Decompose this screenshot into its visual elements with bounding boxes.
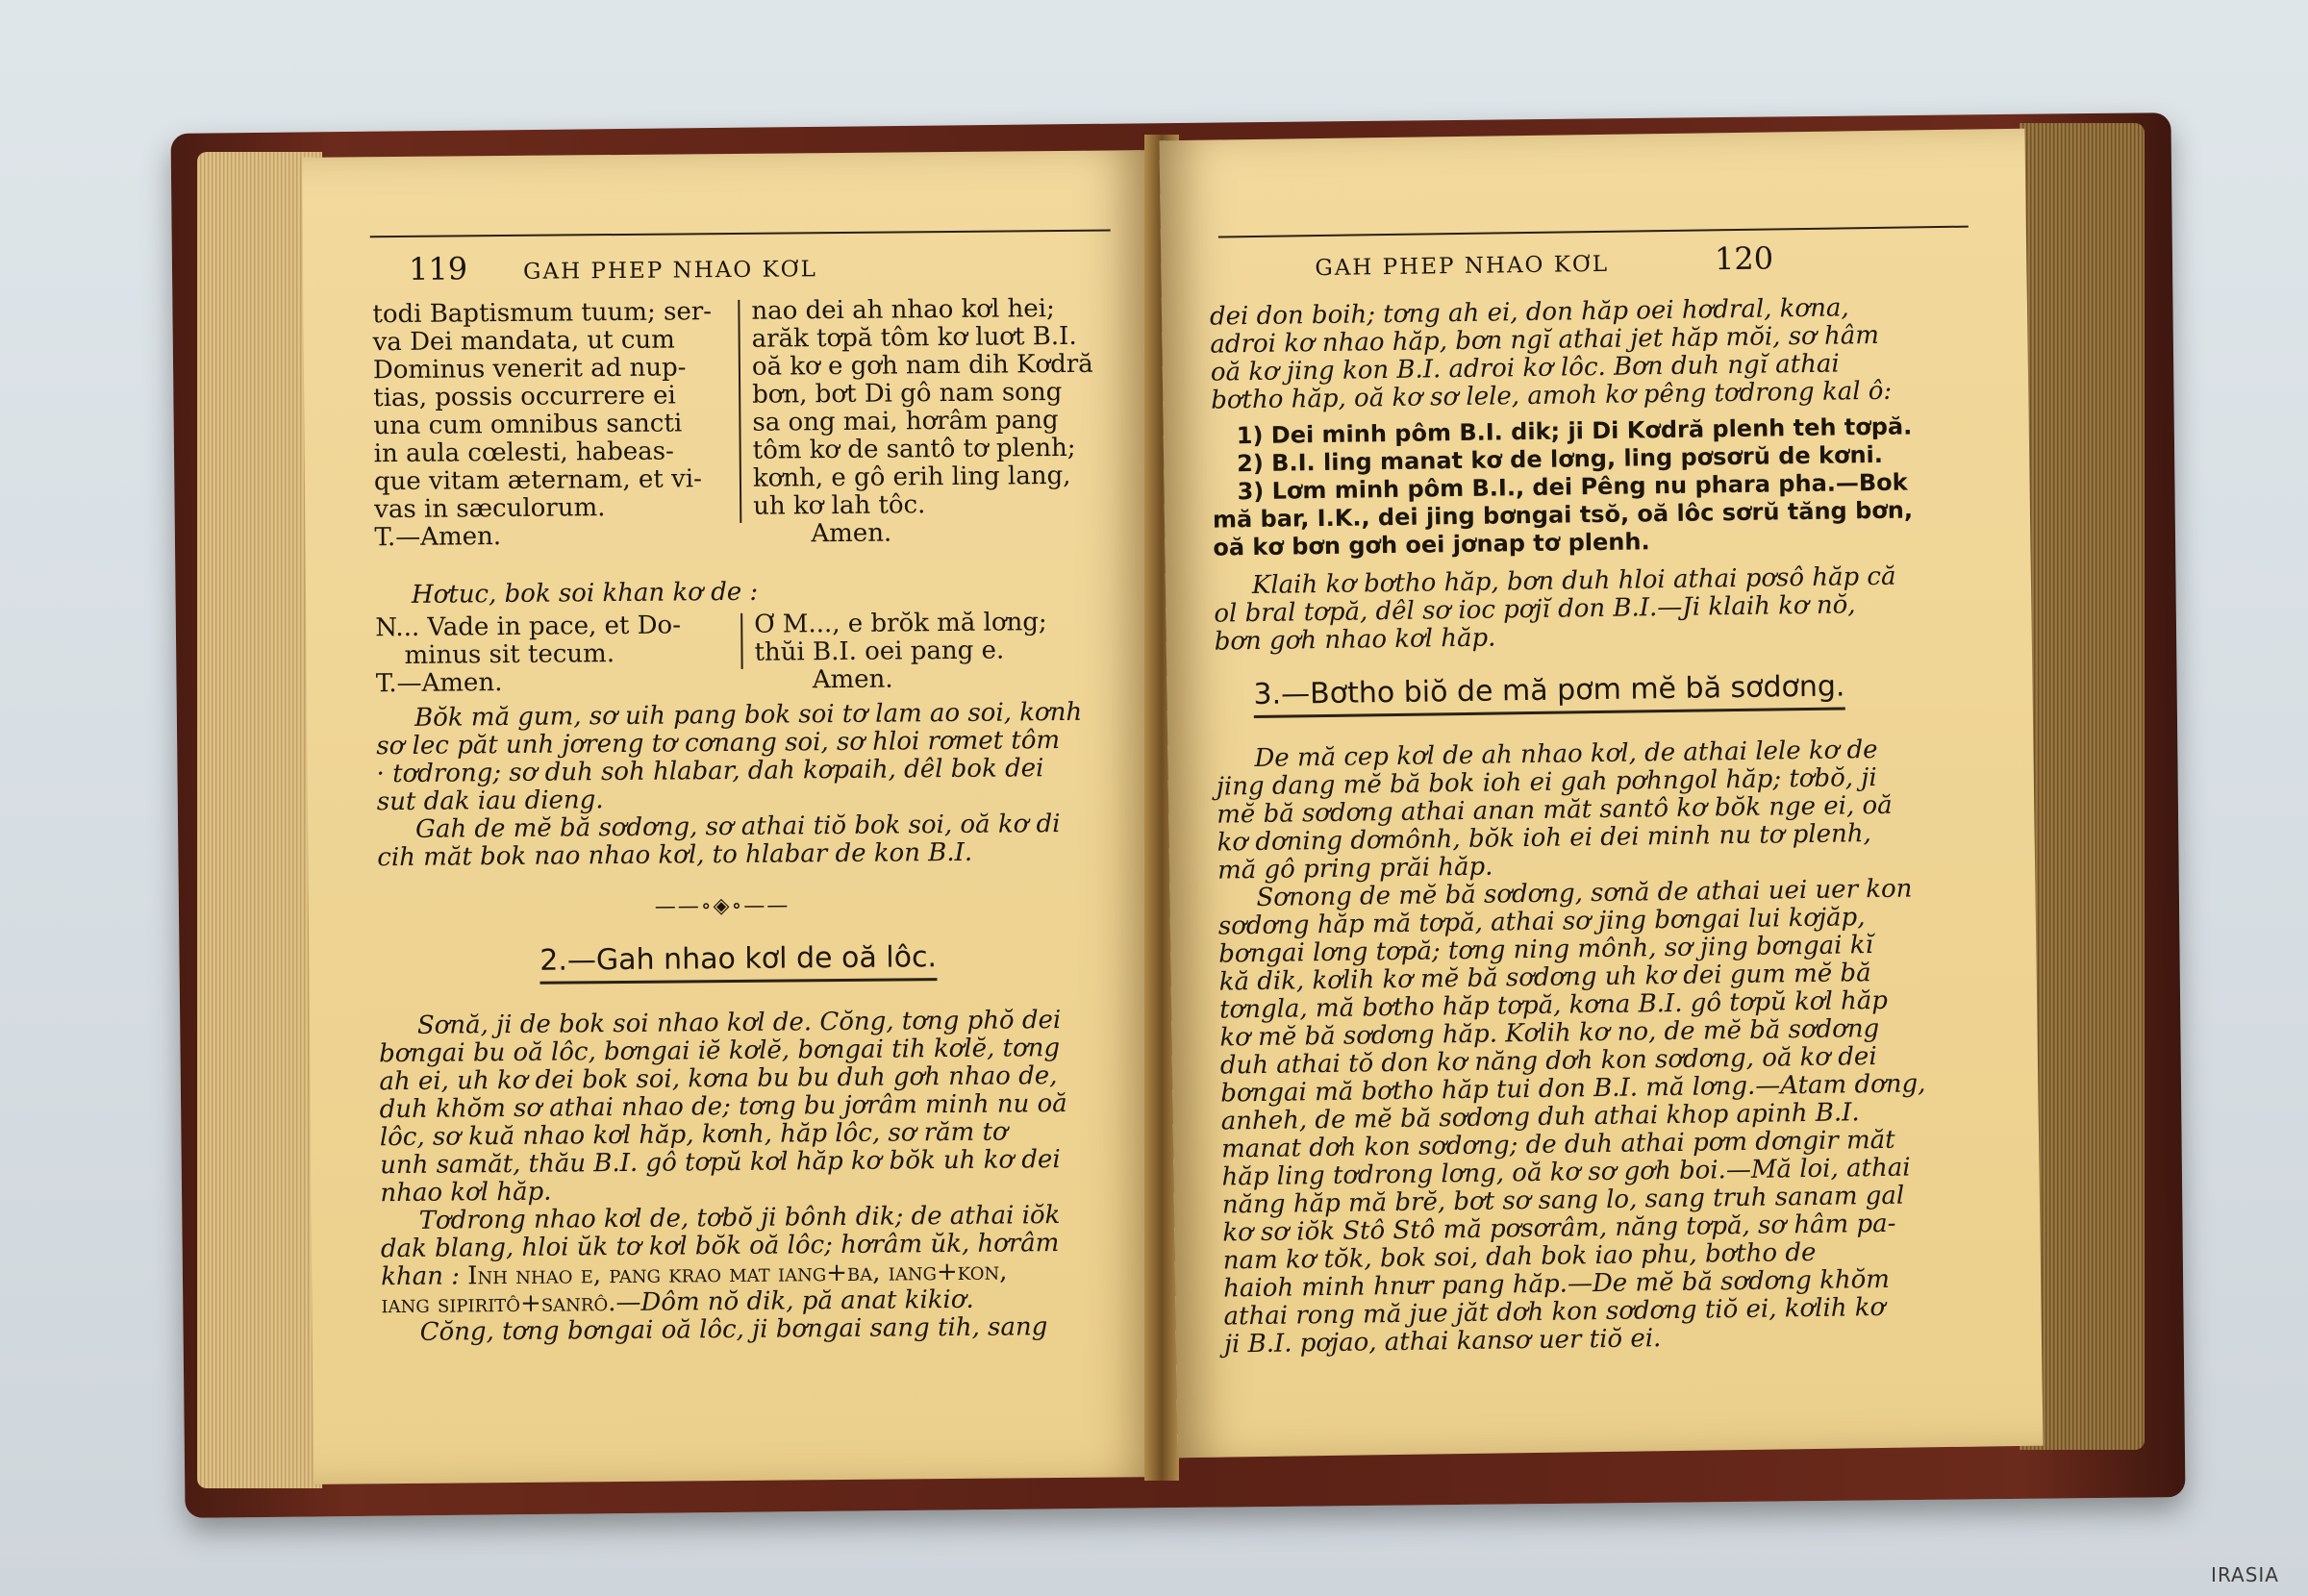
text-line: que vitam æternam, et vi- <box>373 464 702 497</box>
text-line: oă kơ e gơh nam dih Kơdră <box>751 349 1093 382</box>
text-line: Sơnă, ji de bok soi nhao kơl de. Cŏng, tơng phŏ dei <box>416 1006 1062 1040</box>
column-divider <box>738 300 741 523</box>
text-line: duh khŏm sơ athai nhao de; tơng bu jơrâm minh nu oă <box>379 1088 1067 1125</box>
text-line: bơn gơh nhao kơl hăp. <box>1214 623 1496 657</box>
text-line: kơ dơning dơmônh, bŏk ioh ei dei minh nu tơ plenh, <box>1217 819 1871 858</box>
header-rule <box>370 230 1111 238</box>
text-fragment: iang sipiritô+sanrô. <box>381 1288 616 1320</box>
list-item: 3) Lơm minh pôm B.I., dei Pêng nu phara pha.—Bok <box>1237 468 1908 506</box>
text-line: De mă cep kơl de ah nhao kơl, de athai lele kơ de <box>1254 735 1878 774</box>
paragraph <box>376 699 1084 872</box>
text-line: năng hăp mă brĕ, bơt sơ sang lo, sang truh sanam gal <box>1221 1181 1905 1220</box>
rubric: Hơtuc, bok soi khan kơ de : <box>411 577 759 610</box>
column-divider <box>740 613 743 669</box>
left-page-header <box>409 245 1101 287</box>
text-line: tias, possis occurrere ei <box>373 381 676 413</box>
text-line: hăp ling tơdrong lơng, oă kơ sơ gơh boi.—Mă loi, athai <box>1221 1153 1911 1192</box>
text-fragment: khan : <box>381 1261 461 1292</box>
text-line: vas in sæculorum. <box>374 493 606 525</box>
paragraph <box>1210 294 1893 415</box>
text-line: Bŏk mă gum, sơ uih pang bok soi tơ lam ao soi, kơnh <box>414 697 1083 733</box>
text-line: kơ sơ iŏk Stô Stô mă pơsơrâm, năng tơpă, sơ hâm pa- <box>1222 1209 1896 1248</box>
text-line: ol bral tơpă, dêl sơ ioc pơjĭ don B.I.—Ji klaih kơ nŏ, <box>1214 590 1856 629</box>
text-line: ah ei, uh kơ dei bok soi, kơna bu bu duh gơh nhao de, <box>379 1061 1058 1097</box>
vernacular-dismissal <box>754 608 1120 694</box>
text-line: duh athai tŏ don kơ năng dơh kon sơdơng, oă kơ dei <box>1219 1042 1877 1081</box>
text-line: va Dei mandata, ut cum <box>372 325 676 358</box>
text-line: oă kơ jing kon B.I. adroi kơ lôc. Bơn duh ngĭ athai <box>1210 349 1840 387</box>
text-line: bơngai lơng tơpă; tơng ning mônh, sơ jing bơngai kĭ <box>1218 931 1874 969</box>
latin-column <box>372 298 730 552</box>
running-title: GAH PHEP NHAO KƠL <box>1315 251 1610 282</box>
watermark: IRASIA <box>2211 1563 2279 1586</box>
section-title: 2.—Gah nhao kơl de oă lôc. <box>539 940 937 985</box>
text-line: tôm kơ de santô tơ plenh; <box>752 433 1076 465</box>
paragraph <box>1214 563 1897 657</box>
text-line: bơngai bu oă lôc, bơngai iĕ kơlĕ, bơngai tih kơlĕ, tơng <box>379 1034 1061 1069</box>
text-line: mĕ bă sơdơng athai anan măt santô kơ bŏk nge ei, oă <box>1217 790 1893 830</box>
text-line: cih măt bok nao nhao kơl, to hlabar de kon B.I. <box>377 837 973 873</box>
amen-response: Amen. <box>811 518 892 549</box>
text-line: N... Vade in pace, et Do- <box>375 611 682 643</box>
right-page-header <box>1315 237 1969 283</box>
text-fragment: Inh nhao e, pang krao mat iang+ba, iang+kon, <box>467 1257 1008 1291</box>
amen-response: T.—Amen. <box>374 522 502 553</box>
text-line: adroi kơ nhao hăp, bơn ngĭ athai jet hăp mŏi, sơ hâm <box>1210 320 1880 360</box>
list-item: 1) Dei minh pôm B.I. dik; ji Di Kơdră plenh teh tơpă. <box>1236 412 1913 450</box>
creed-list <box>1212 412 1915 561</box>
text-fragment: —Dôm nŏ dik, pă anat kikiơ. <box>615 1284 974 1318</box>
amen-response: T.—Amen. <box>375 668 503 699</box>
text-line: anheh, de mĕ bă sơdơng duh athai khop apinh B.I. <box>1220 1098 1860 1136</box>
text-line: Dominus venerit ad nup- <box>372 353 687 386</box>
text-line: lôc, sơ kuă nhao kơl hăp, kơnh, hăp lôc, sơ răm tơ <box>379 1117 1008 1153</box>
page-number: 120 <box>1714 239 1774 278</box>
text-line: athai rong mă jue jăt dơh kon sơdơng tiŏ ei, kơlih kơ <box>1223 1292 1886 1332</box>
paragraph <box>379 1007 1069 1347</box>
latin-dismissal <box>375 611 732 698</box>
text-line: Tơdrong nhao kơl de, tơbŏ ji bônh dik; de athai iŏk <box>418 1201 1061 1235</box>
list-item: mă bar, I.K., dei jing bơngai tsŏ, oă lôc sơrŭ tăng bơn, <box>1212 496 1914 534</box>
list-item: 2) B.I. ling manat kơ de lơng, ling pơsơrŭ de kơni. <box>1236 440 1884 478</box>
text-line: nam kơ tŏk, bok soi, dah bok iao phu, bơtho de <box>1222 1237 1817 1276</box>
text-line: Cŏng, tơng bơngai oă lôc, ji bơngai sang tih, sang <box>419 1312 1048 1347</box>
text-line: dak blang, hloi ŭk tơ kơl bŏk oă lôc; hơrâm ŭk, hơrâm <box>380 1229 1060 1264</box>
text-line: uh kơ lah tôc. <box>753 490 926 521</box>
text-line: Klaih kơ bơtho hăp, bơn duh hloi athai pơsô hăp că <box>1251 561 1896 601</box>
text-line: todi Baptismum tuum; ser- <box>372 297 713 330</box>
text-line: jing dang mĕ bă bok ioh ei gah pơhngol hăp; tơbŏ, ji <box>1216 762 1877 802</box>
amen-response: Amen. <box>812 664 893 695</box>
text-line: sơ lec păt unh jơreng tơ cơnang soi, sơ hloi rơmet tôm <box>376 726 1061 761</box>
text-line: arăk tơpă tôm kơ luơt B.I. <box>751 321 1077 354</box>
right-page <box>1159 129 2043 1458</box>
section-title: 3.—Bơtho biŏ de mă pơm mĕ bă sơdơng. <box>1253 669 1845 718</box>
running-title: GAH PHEP NHAO KƠL <box>523 257 817 285</box>
text-line: bơtho hăp, oă kơ sơ lele, amoh kơ pêng tơdrong kal ô: <box>1211 376 1893 415</box>
text-line: ji B.I. pơjao, athai kansơ uer tiŏ ei. <box>1223 1324 1662 1359</box>
paragraph <box>1216 736 1929 1359</box>
text-line: in aula cœlesti, habeas- <box>373 436 674 469</box>
text-line: Sơnong de mĕ bă sơdơng, sơnă de athai uei uer kon <box>1256 874 1913 913</box>
text-line: nhao kơl hăp. <box>380 1177 552 1209</box>
text-line: unh samăt, thău B.I. gô tơpŭ kơl hăp kơ bŏk uh kơ dei <box>380 1145 1061 1181</box>
text-line: bơn, bơt Di gô nam song <box>752 377 1063 410</box>
vernacular-column <box>751 294 1118 548</box>
header-rule <box>1218 226 1969 238</box>
text-line: minus sit tecum. <box>404 639 615 670</box>
text-line: sơdơng hăp mă tơpă, athai sơ jing bơngai lui kơjăp, <box>1217 903 1866 941</box>
text-line: nao dei ah nhao kơl hei; <box>751 294 1055 326</box>
page-number: 119 <box>408 250 468 287</box>
list-item: oă kơ bơn gơh oei jơnap tơ plenh. <box>1213 528 1650 561</box>
text-line: kă dik, kơlih kơ mĕ bă sơdơng uh kơ dei gum mĕ bă <box>1218 959 1871 997</box>
text-line: manat dơh kon sơdơng; de duh athai pơm dơngir măt <box>1220 1125 1895 1164</box>
text-line: thŭi B.I. oei pang e. <box>754 636 1005 667</box>
text-line: bơngai mă bơtho hăp tui don B.I. mă lơng.—Atam dơng, <box>1220 1069 1926 1109</box>
text-line: dei don boih; tơng ah ei, don hăp oei hơdral, kơna, <box>1209 293 1849 332</box>
text-line: kơnh, e gô erih ling lang, <box>752 461 1071 493</box>
left-page <box>302 150 1160 1484</box>
text-line: Ơ M..., e brŏk mă lơng; <box>754 608 1047 639</box>
text-line: mă gô pring prăi hăp. <box>1217 852 1493 885</box>
text-line: · tơdrong; sơ duh soh hlabar, dah kơpaih, dêl bok dei <box>376 754 1044 789</box>
text-line: sut dak iau dieng. <box>376 786 604 817</box>
text-line: sa ong mai, hơrâm pang <box>752 406 1059 437</box>
ornament-divider: ——∘◈∘—— <box>654 893 790 919</box>
text-line: kơ mĕ bă sơdơng hăp. Kơlih kơ no, de mĕ bă sơdơng <box>1219 1013 1880 1053</box>
text-line: haioh minh hnưr pang hăp.—De mĕ bă sơdơng khŏm <box>1222 1264 1891 1304</box>
text-line: una cum omnibus sancti <box>373 409 683 441</box>
text-line: Gah de mĕ bă sơdơng, sơ athai tiŏ bok soi, oă kơ di <box>414 810 1061 844</box>
text-line: tơngla, mă bơtho hăp tơpă, kơna B.I. gô tơpŭ kơl hăp <box>1218 985 1889 1025</box>
